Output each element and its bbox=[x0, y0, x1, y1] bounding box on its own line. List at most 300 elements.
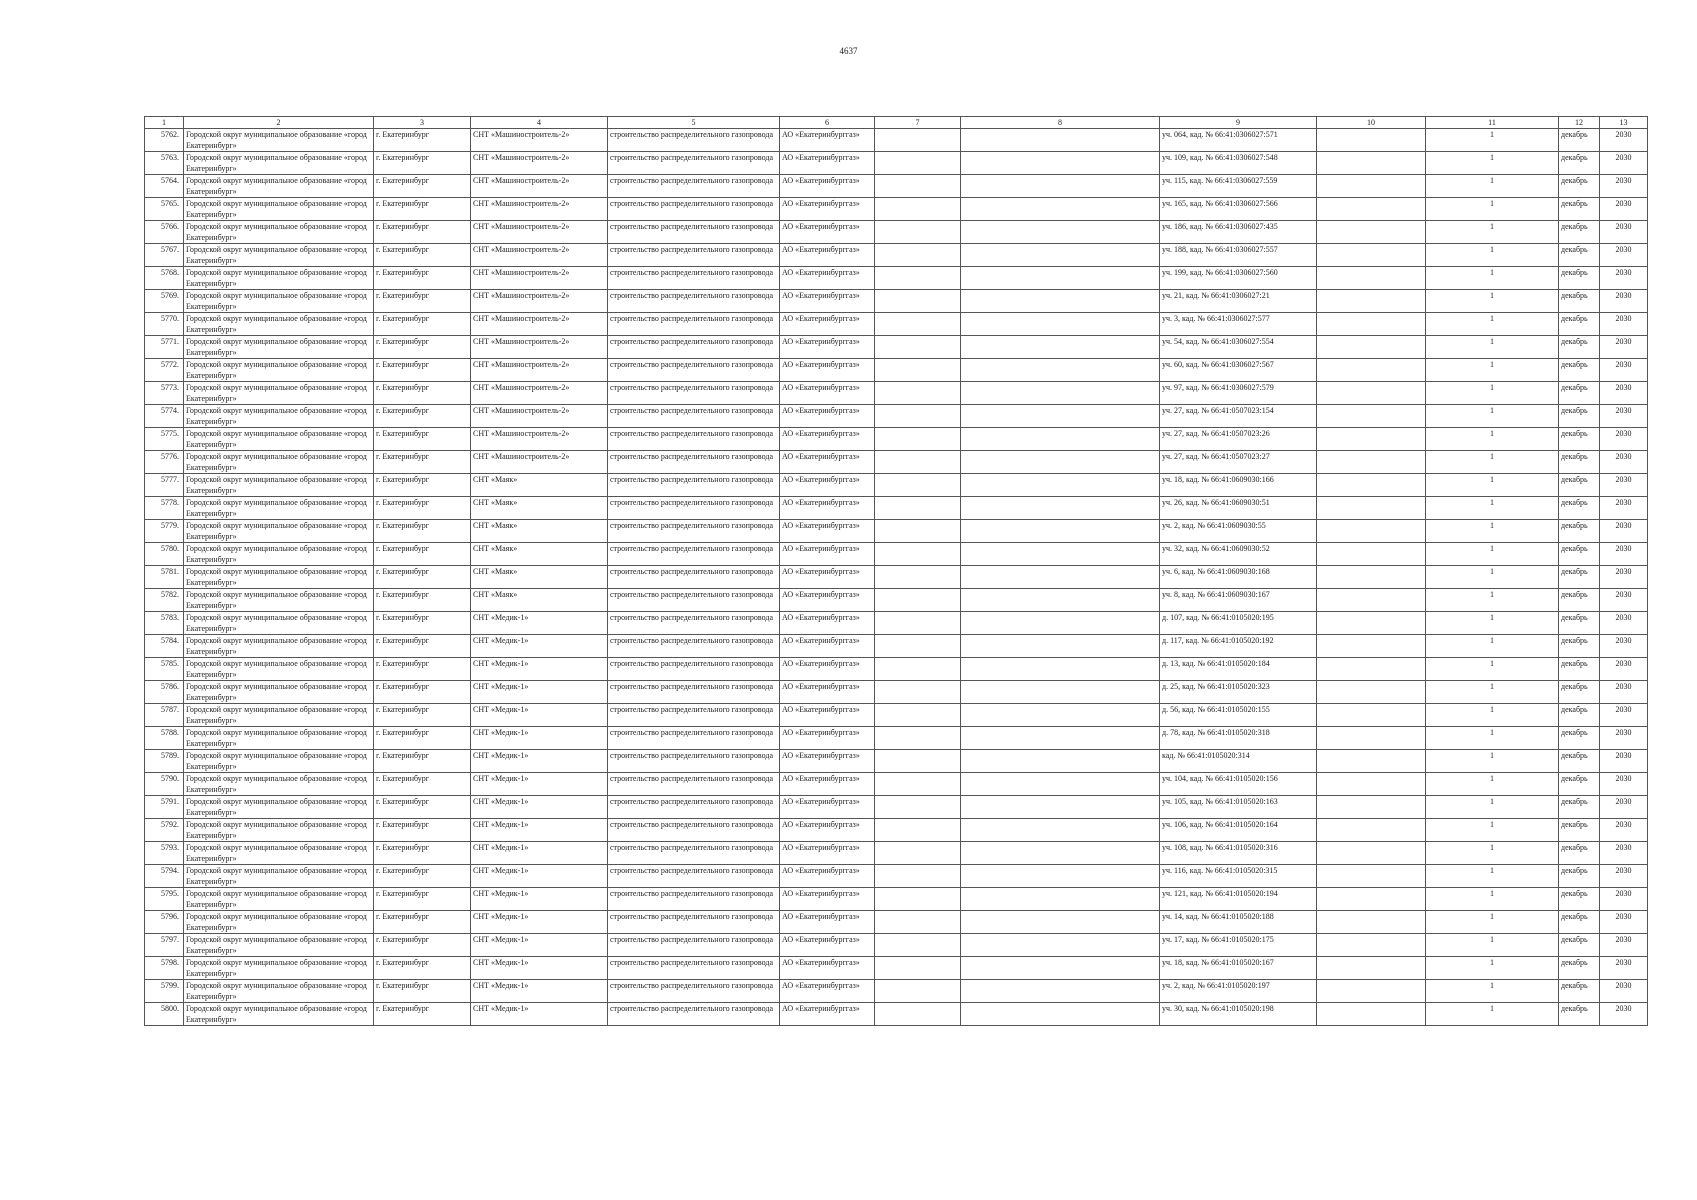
location-cell: СНТ «Медик-1» bbox=[471, 1003, 608, 1026]
quantity-cell: 1 bbox=[1426, 336, 1559, 359]
plot-cadastral-cell: уч. 121, кад. № 66:41:0105020:194 bbox=[1160, 888, 1317, 911]
plot-cadastral-cell: уч. 8, кад. № 66:41:0609030:167 bbox=[1160, 589, 1317, 612]
column-number-header: 1 bbox=[145, 117, 184, 129]
quantity-cell: 1 bbox=[1426, 497, 1559, 520]
city-cell: г. Екатеринбург bbox=[374, 428, 471, 451]
row-number-cell: 5765. bbox=[145, 198, 184, 221]
column-7-cell bbox=[875, 313, 961, 336]
organization-cell: АО «Екатеринбурггаз» bbox=[780, 796, 875, 819]
quantity-cell: 1 bbox=[1426, 451, 1559, 474]
column-7-cell bbox=[875, 290, 961, 313]
year-cell: 2030 bbox=[1600, 980, 1648, 1003]
row-number-cell: 5795. bbox=[145, 888, 184, 911]
year-cell: 2030 bbox=[1600, 681, 1648, 704]
city-cell: г. Екатеринбург bbox=[374, 267, 471, 290]
year-cell: 2030 bbox=[1600, 658, 1648, 681]
month-cell: декабрь bbox=[1559, 704, 1600, 727]
city-cell: г. Екатеринбург bbox=[374, 589, 471, 612]
column-7-cell bbox=[875, 796, 961, 819]
organization-cell: АО «Екатеринбурггаз» bbox=[780, 842, 875, 865]
owner-cell: Городской округ муниципальное образование «город Екатеринбург» bbox=[184, 658, 374, 681]
owner-cell: Городской округ муниципальное образование «город Екатеринбург» bbox=[184, 405, 374, 428]
column-7-cell bbox=[875, 497, 961, 520]
year-cell: 2030 bbox=[1600, 566, 1648, 589]
column-7-cell bbox=[875, 152, 961, 175]
organization-cell: АО «Екатеринбурггаз» bbox=[780, 497, 875, 520]
month-cell: декабрь bbox=[1559, 152, 1600, 175]
month-cell: декабрь bbox=[1559, 911, 1600, 934]
column-7-cell bbox=[875, 175, 961, 198]
table-row bbox=[145, 934, 1648, 957]
column-8-cell bbox=[961, 474, 1160, 497]
month-cell: декабрь bbox=[1559, 198, 1600, 221]
month-cell: декабрь bbox=[1559, 451, 1600, 474]
table-row bbox=[145, 612, 1648, 635]
purpose-cell: строительство распределительного газопровода bbox=[608, 336, 780, 359]
plot-cadastral-cell: уч. 188, кад. № 66:41:0306027:557 bbox=[1160, 244, 1317, 267]
location-cell: СНТ «Машиностроитель-2» bbox=[471, 428, 608, 451]
column-8-cell bbox=[961, 244, 1160, 267]
row-number-cell: 5791. bbox=[145, 796, 184, 819]
plot-cadastral-cell: уч. 116, кад. № 66:41:0105020:315 bbox=[1160, 865, 1317, 888]
organization-cell: АО «Екатеринбурггаз» bbox=[780, 888, 875, 911]
organization-cell: АО «Екатеринбурггаз» bbox=[780, 957, 875, 980]
purpose-cell: строительство распределительного газопровода bbox=[608, 750, 780, 773]
column-8-cell bbox=[961, 796, 1160, 819]
organization-cell: АО «Екатеринбурггаз» bbox=[780, 980, 875, 1003]
column-10-cell bbox=[1317, 359, 1426, 382]
row-number-cell: 5787. bbox=[145, 704, 184, 727]
column-7-cell bbox=[875, 957, 961, 980]
month-cell: декабрь bbox=[1559, 796, 1600, 819]
column-7-cell bbox=[875, 865, 961, 888]
column-7-cell bbox=[875, 267, 961, 290]
table-row bbox=[145, 819, 1648, 842]
city-cell: г. Екатеринбург bbox=[374, 980, 471, 1003]
column-7-cell bbox=[875, 888, 961, 911]
column-7-cell bbox=[875, 566, 961, 589]
year-cell: 2030 bbox=[1600, 267, 1648, 290]
owner-cell: Городской округ муниципальное образование «город Екатеринбург» bbox=[184, 1003, 374, 1026]
column-10-cell bbox=[1317, 1003, 1426, 1026]
column-8-cell bbox=[961, 888, 1160, 911]
column-10-cell bbox=[1317, 336, 1426, 359]
purpose-cell: строительство распределительного газопровода bbox=[608, 290, 780, 313]
organization-cell: АО «Екатеринбурггаз» bbox=[780, 474, 875, 497]
quantity-cell: 1 bbox=[1426, 819, 1559, 842]
city-cell: г. Екатеринбург bbox=[374, 957, 471, 980]
column-10-cell bbox=[1317, 152, 1426, 175]
column-number-header: 2 bbox=[184, 117, 374, 129]
owner-cell: Городской округ муниципальное образование «город Екатеринбург» bbox=[184, 451, 374, 474]
row-number-cell: 5790. bbox=[145, 773, 184, 796]
column-8-cell bbox=[961, 750, 1160, 773]
organization-cell: АО «Екатеринбурггаз» bbox=[780, 612, 875, 635]
location-cell: СНТ «Медик-1» bbox=[471, 612, 608, 635]
organization-cell: АО «Екатеринбурггаз» bbox=[780, 152, 875, 175]
plot-cadastral-cell: уч. 97, кад. № 66:41:0306027:579 bbox=[1160, 382, 1317, 405]
column-number-header: 4 bbox=[471, 117, 608, 129]
month-cell: декабрь bbox=[1559, 888, 1600, 911]
column-8-cell bbox=[961, 175, 1160, 198]
organization-cell: АО «Екатеринбурггаз» bbox=[780, 451, 875, 474]
purpose-cell: строительство распределительного газопровода bbox=[608, 957, 780, 980]
row-number-cell: 5782. bbox=[145, 589, 184, 612]
column-number-row bbox=[145, 117, 1648, 129]
table-row bbox=[145, 451, 1648, 474]
plot-cadastral-cell: д. 107, кад. № 66:41:0105020:195 bbox=[1160, 612, 1317, 635]
row-number-cell: 5799. bbox=[145, 980, 184, 1003]
purpose-cell: строительство распределительного газопровода bbox=[608, 313, 780, 336]
plot-cadastral-cell: уч. 165, кад. № 66:41:0306027:566 bbox=[1160, 198, 1317, 221]
city-cell: г. Екатеринбург bbox=[374, 474, 471, 497]
city-cell: г. Екатеринбург bbox=[374, 290, 471, 313]
plot-cadastral-cell: уч. 60, кад. № 66:41:0306027:567 bbox=[1160, 359, 1317, 382]
column-7-cell bbox=[875, 244, 961, 267]
organization-cell: АО «Екатеринбурггаз» bbox=[780, 566, 875, 589]
organization-cell: АО «Екатеринбурггаз» bbox=[780, 221, 875, 244]
purpose-cell: строительство распределительного газопровода bbox=[608, 727, 780, 750]
purpose-cell: строительство распределительного газопровода bbox=[608, 244, 780, 267]
quantity-cell: 1 bbox=[1426, 267, 1559, 290]
plot-cadastral-cell: уч. 186, кад. № 66:41:0306027:435 bbox=[1160, 221, 1317, 244]
organization-cell: АО «Екатеринбурггаз» bbox=[780, 428, 875, 451]
location-cell: СНТ «Машиностроитель-2» bbox=[471, 290, 608, 313]
owner-cell: Городской округ муниципальное образование «город Екатеринбург» bbox=[184, 589, 374, 612]
organization-cell: АО «Екатеринбурггаз» bbox=[780, 520, 875, 543]
purpose-cell: строительство распределительного газопровода bbox=[608, 405, 780, 428]
organization-cell: АО «Екатеринбурггаз» bbox=[780, 750, 875, 773]
table-row bbox=[145, 658, 1648, 681]
table-row bbox=[145, 957, 1648, 980]
row-number-cell: 5792. bbox=[145, 819, 184, 842]
organization-cell: АО «Екатеринбурггаз» bbox=[780, 175, 875, 198]
city-cell: г. Екатеринбург bbox=[374, 221, 471, 244]
column-10-cell bbox=[1317, 796, 1426, 819]
row-number-cell: 5776. bbox=[145, 451, 184, 474]
month-cell: декабрь bbox=[1559, 290, 1600, 313]
owner-cell: Городской округ муниципальное образование «город Екатеринбург» bbox=[184, 612, 374, 635]
row-number-cell: 5770. bbox=[145, 313, 184, 336]
year-cell: 2030 bbox=[1600, 290, 1648, 313]
year-cell: 2030 bbox=[1600, 451, 1648, 474]
table-row bbox=[145, 129, 1648, 152]
quantity-cell: 1 bbox=[1426, 635, 1559, 658]
organization-cell: АО «Екатеринбурггаз» bbox=[780, 290, 875, 313]
month-cell: декабрь bbox=[1559, 1003, 1600, 1026]
month-cell: декабрь bbox=[1559, 865, 1600, 888]
owner-cell: Городской округ муниципальное образование «город Екатеринбург» bbox=[184, 313, 374, 336]
column-8-cell bbox=[961, 313, 1160, 336]
plot-cadastral-cell: д. 13, кад. № 66:41:0105020:184 bbox=[1160, 658, 1317, 681]
purpose-cell: строительство распределительного газопровода bbox=[608, 681, 780, 704]
owner-cell: Городской округ муниципальное образование «город Екатеринбург» bbox=[184, 796, 374, 819]
column-7-cell bbox=[875, 543, 961, 566]
city-cell: г. Екатеринбург bbox=[374, 750, 471, 773]
purpose-cell: строительство распределительного газопровода bbox=[608, 474, 780, 497]
purpose-cell: строительство распределительного газопровода bbox=[608, 911, 780, 934]
plot-cadastral-cell: кад. № 66:41:0105020:314 bbox=[1160, 750, 1317, 773]
column-8-cell bbox=[961, 934, 1160, 957]
table-row bbox=[145, 589, 1648, 612]
column-7-cell bbox=[875, 451, 961, 474]
purpose-cell: строительство распределительного газопровода bbox=[608, 865, 780, 888]
column-10-cell bbox=[1317, 566, 1426, 589]
month-cell: декабрь bbox=[1559, 520, 1600, 543]
location-cell: СНТ «Медик-1» bbox=[471, 658, 608, 681]
organization-cell: АО «Екатеринбурггаз» bbox=[780, 405, 875, 428]
column-8-cell bbox=[961, 290, 1160, 313]
location-cell: СНТ «Маяк» bbox=[471, 566, 608, 589]
location-cell: СНТ «Машиностроитель-2» bbox=[471, 267, 608, 290]
organization-cell: АО «Екатеринбурггаз» bbox=[780, 589, 875, 612]
month-cell: декабрь bbox=[1559, 359, 1600, 382]
purpose-cell: строительство распределительного газопровода bbox=[608, 175, 780, 198]
owner-cell: Городской округ муниципальное образование «город Екатеринбург» bbox=[184, 175, 374, 198]
table-row bbox=[145, 428, 1648, 451]
purpose-cell: строительство распределительного газопровода bbox=[608, 980, 780, 1003]
location-cell: СНТ «Машиностроитель-2» bbox=[471, 382, 608, 405]
plot-cadastral-cell: уч. 3, кад. № 66:41:0306027:577 bbox=[1160, 313, 1317, 336]
column-number-header: 7 bbox=[875, 117, 961, 129]
column-8-cell bbox=[961, 773, 1160, 796]
owner-cell: Городской округ муниципальное образование «город Екатеринбург» bbox=[184, 635, 374, 658]
purpose-cell: строительство распределительного газопровода bbox=[608, 612, 780, 635]
column-8-cell bbox=[961, 382, 1160, 405]
year-cell: 2030 bbox=[1600, 244, 1648, 267]
owner-cell: Городской округ муниципальное образование «город Екатеринбург» bbox=[184, 359, 374, 382]
column-10-cell bbox=[1317, 750, 1426, 773]
table-row bbox=[145, 980, 1648, 1003]
row-number-cell: 5785. bbox=[145, 658, 184, 681]
city-cell: г. Екатеринбург bbox=[374, 382, 471, 405]
city-cell: г. Екатеринбург bbox=[374, 1003, 471, 1026]
organization-cell: АО «Екатеринбурггаз» bbox=[780, 336, 875, 359]
year-cell: 2030 bbox=[1600, 865, 1648, 888]
quantity-cell: 1 bbox=[1426, 888, 1559, 911]
organization-cell: АО «Екатеринбурггаз» bbox=[780, 198, 875, 221]
location-cell: СНТ «Маяк» bbox=[471, 474, 608, 497]
column-7-cell bbox=[875, 221, 961, 244]
table-row bbox=[145, 290, 1648, 313]
purpose-cell: строительство распределительного газопровода bbox=[608, 888, 780, 911]
quantity-cell: 1 bbox=[1426, 152, 1559, 175]
table-row bbox=[145, 566, 1648, 589]
purpose-cell: строительство распределительного газопровода bbox=[608, 198, 780, 221]
year-cell: 2030 bbox=[1600, 1003, 1648, 1026]
year-cell: 2030 bbox=[1600, 750, 1648, 773]
plot-cadastral-cell: д. 56, кад. № 66:41:0105020:155 bbox=[1160, 704, 1317, 727]
row-number-cell: 5774. bbox=[145, 405, 184, 428]
column-7-cell bbox=[875, 1003, 961, 1026]
purpose-cell: строительство распределительного газопровода bbox=[608, 635, 780, 658]
month-cell: декабрь bbox=[1559, 428, 1600, 451]
year-cell: 2030 bbox=[1600, 612, 1648, 635]
plot-cadastral-cell: уч. 54, кад. № 66:41:0306027:554 bbox=[1160, 336, 1317, 359]
column-number-header: 6 bbox=[780, 117, 875, 129]
owner-cell: Городской округ муниципальное образование «город Екатеринбург» bbox=[184, 152, 374, 175]
owner-cell: Городской округ муниципальное образование «город Екатеринбург» bbox=[184, 382, 374, 405]
column-10-cell bbox=[1317, 658, 1426, 681]
column-8-cell bbox=[961, 980, 1160, 1003]
month-cell: декабрь bbox=[1559, 543, 1600, 566]
location-cell: СНТ «Машиностроитель-2» bbox=[471, 198, 608, 221]
row-number-cell: 5788. bbox=[145, 727, 184, 750]
column-10-cell bbox=[1317, 129, 1426, 152]
column-10-cell bbox=[1317, 405, 1426, 428]
purpose-cell: строительство распределительного газопровода bbox=[608, 842, 780, 865]
city-cell: г. Екатеринбург bbox=[374, 819, 471, 842]
column-10-cell bbox=[1317, 589, 1426, 612]
table-row bbox=[145, 704, 1648, 727]
column-10-cell bbox=[1317, 267, 1426, 290]
year-cell: 2030 bbox=[1600, 175, 1648, 198]
table-row bbox=[145, 727, 1648, 750]
quantity-cell: 1 bbox=[1426, 313, 1559, 336]
row-number-cell: 5769. bbox=[145, 290, 184, 313]
quantity-cell: 1 bbox=[1426, 520, 1559, 543]
owner-cell: Городской округ муниципальное образование «город Екатеринбург» bbox=[184, 198, 374, 221]
column-number-header: 11 bbox=[1426, 117, 1559, 129]
location-cell: СНТ «Маяк» bbox=[471, 543, 608, 566]
city-cell: г. Екатеринбург bbox=[374, 405, 471, 428]
quantity-cell: 1 bbox=[1426, 382, 1559, 405]
city-cell: г. Екатеринбург bbox=[374, 865, 471, 888]
table-row bbox=[145, 221, 1648, 244]
city-cell: г. Екатеринбург bbox=[374, 543, 471, 566]
quantity-cell: 1 bbox=[1426, 957, 1559, 980]
column-10-cell bbox=[1317, 635, 1426, 658]
column-7-cell bbox=[875, 934, 961, 957]
year-cell: 2030 bbox=[1600, 796, 1648, 819]
column-7-cell bbox=[875, 129, 961, 152]
registry-table bbox=[144, 116, 1648, 1026]
table-row bbox=[145, 750, 1648, 773]
month-cell: декабрь bbox=[1559, 382, 1600, 405]
table-row bbox=[145, 681, 1648, 704]
location-cell: СНТ «Медик-1» bbox=[471, 980, 608, 1003]
owner-cell: Городской округ муниципальное образование «город Екатеринбург» bbox=[184, 290, 374, 313]
year-cell: 2030 bbox=[1600, 221, 1648, 244]
month-cell: декабрь bbox=[1559, 819, 1600, 842]
column-7-cell bbox=[875, 704, 961, 727]
row-number-cell: 5781. bbox=[145, 566, 184, 589]
owner-cell: Городской округ муниципальное образование «город Екатеринбург» bbox=[184, 221, 374, 244]
row-number-cell: 5793. bbox=[145, 842, 184, 865]
quantity-cell: 1 bbox=[1426, 934, 1559, 957]
row-number-cell: 5780. bbox=[145, 543, 184, 566]
organization-cell: АО «Екатеринбурггаз» bbox=[780, 658, 875, 681]
plot-cadastral-cell: уч. 18, кад. № 66:41:0609030:166 bbox=[1160, 474, 1317, 497]
column-8-cell bbox=[961, 635, 1160, 658]
column-7-cell bbox=[875, 428, 961, 451]
column-8-cell bbox=[961, 566, 1160, 589]
column-number-header: 5 bbox=[608, 117, 780, 129]
month-cell: декабрь bbox=[1559, 635, 1600, 658]
owner-cell: Городской округ муниципальное образование «город Екатеринбург» bbox=[184, 819, 374, 842]
year-cell: 2030 bbox=[1600, 382, 1648, 405]
plot-cadastral-cell: уч. 14, кад. № 66:41:0105020:188 bbox=[1160, 911, 1317, 934]
month-cell: декабрь bbox=[1559, 658, 1600, 681]
row-number-cell: 5794. bbox=[145, 865, 184, 888]
column-8-cell bbox=[961, 405, 1160, 428]
month-cell: декабрь bbox=[1559, 244, 1600, 267]
city-cell: г. Екатеринбург bbox=[374, 681, 471, 704]
month-cell: декабрь bbox=[1559, 313, 1600, 336]
month-cell: декабрь bbox=[1559, 980, 1600, 1003]
location-cell: СНТ «Машиностроитель-2» bbox=[471, 244, 608, 267]
quantity-cell: 1 bbox=[1426, 290, 1559, 313]
organization-cell: АО «Екатеринбурггаз» bbox=[780, 681, 875, 704]
purpose-cell: строительство распределительного газопровода bbox=[608, 382, 780, 405]
city-cell: г. Екатеринбург bbox=[374, 566, 471, 589]
table-row bbox=[145, 796, 1648, 819]
column-8-cell bbox=[961, 842, 1160, 865]
month-cell: декабрь bbox=[1559, 405, 1600, 428]
city-cell: г. Екатеринбург bbox=[374, 727, 471, 750]
table-row bbox=[145, 497, 1648, 520]
owner-cell: Городской округ муниципальное образование «город Екатеринбург» bbox=[184, 497, 374, 520]
location-cell: СНТ «Маяк» bbox=[471, 497, 608, 520]
column-8-cell bbox=[961, 221, 1160, 244]
column-10-cell bbox=[1317, 520, 1426, 543]
city-cell: г. Екатеринбург bbox=[374, 313, 471, 336]
row-number-cell: 5771. bbox=[145, 336, 184, 359]
month-cell: декабрь bbox=[1559, 612, 1600, 635]
quantity-cell: 1 bbox=[1426, 980, 1559, 1003]
plot-cadastral-cell: уч. 108, кад. № 66:41:0105020:316 bbox=[1160, 842, 1317, 865]
year-cell: 2030 bbox=[1600, 497, 1648, 520]
table-row bbox=[145, 244, 1648, 267]
row-number-cell: 5764. bbox=[145, 175, 184, 198]
location-cell: СНТ «Машиностроитель-2» bbox=[471, 313, 608, 336]
table-row bbox=[145, 359, 1648, 382]
owner-cell: Городской округ муниципальное образование «город Екатеринбург» bbox=[184, 773, 374, 796]
month-cell: декабрь bbox=[1559, 773, 1600, 796]
column-number-header: 13 bbox=[1600, 117, 1648, 129]
location-cell: СНТ «Машиностроитель-2» bbox=[471, 451, 608, 474]
column-10-cell bbox=[1317, 865, 1426, 888]
purpose-cell: строительство распределительного газопровода bbox=[608, 359, 780, 382]
city-cell: г. Екатеринбург bbox=[374, 175, 471, 198]
column-7-cell bbox=[875, 474, 961, 497]
quantity-cell: 1 bbox=[1426, 221, 1559, 244]
owner-cell: Городской округ муниципальное образование «город Екатеринбург» bbox=[184, 267, 374, 290]
organization-cell: АО «Екатеринбурггаз» bbox=[780, 543, 875, 566]
month-cell: декабрь bbox=[1559, 727, 1600, 750]
quantity-cell: 1 bbox=[1426, 911, 1559, 934]
plot-cadastral-cell: уч. 27, кад. № 66:41:0507023:26 bbox=[1160, 428, 1317, 451]
quantity-cell: 1 bbox=[1426, 681, 1559, 704]
column-8-cell bbox=[961, 451, 1160, 474]
column-7-cell bbox=[875, 727, 961, 750]
table-row bbox=[145, 911, 1648, 934]
column-10-cell bbox=[1317, 704, 1426, 727]
purpose-cell: строительство распределительного газопровода bbox=[608, 428, 780, 451]
column-7-cell bbox=[875, 336, 961, 359]
column-10-cell bbox=[1317, 497, 1426, 520]
year-cell: 2030 bbox=[1600, 359, 1648, 382]
year-cell: 2030 bbox=[1600, 934, 1648, 957]
column-8-cell bbox=[961, 589, 1160, 612]
year-cell: 2030 bbox=[1600, 336, 1648, 359]
plot-cadastral-cell: д. 25, кад. № 66:41:0105020:323 bbox=[1160, 681, 1317, 704]
column-10-cell bbox=[1317, 474, 1426, 497]
column-8-cell bbox=[961, 957, 1160, 980]
table-row bbox=[145, 888, 1648, 911]
table-row bbox=[145, 865, 1648, 888]
quantity-cell: 1 bbox=[1426, 612, 1559, 635]
